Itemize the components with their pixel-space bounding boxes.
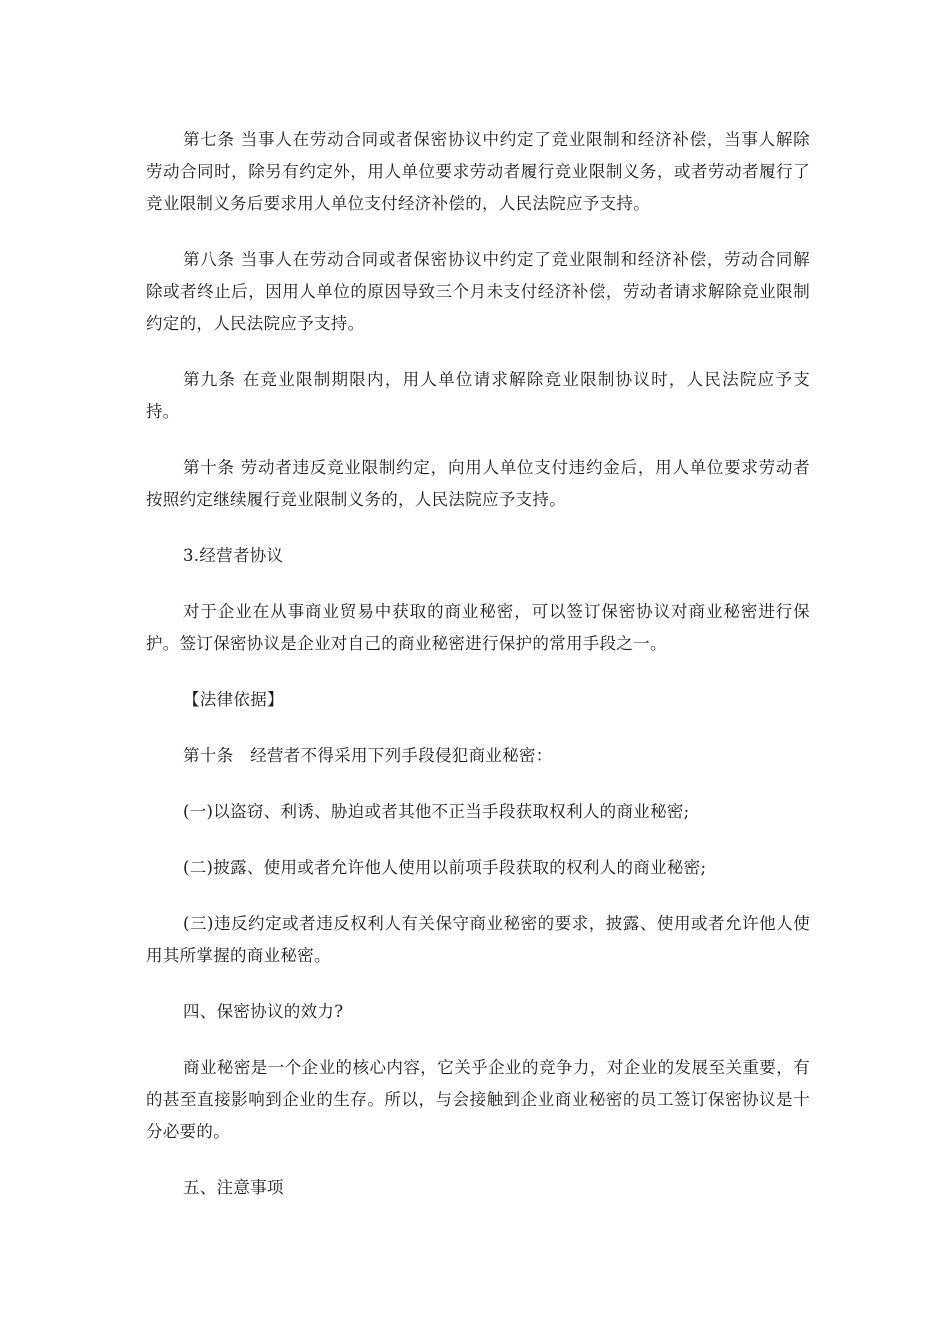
legal-basis-heading: 【法律依据】 bbox=[183, 690, 284, 709]
validity-paragraph: 商业秘密是一个企业的核心内容，它关乎企业的竞争力，对企业的发展至关重要，有的甚至直接影响到企业的生存。所以，与会接触到企业商业秘密的员工签订保密协议是十分必要的。 bbox=[146, 1058, 810, 1141]
article-7-paragraph: 第七条 当事人在劳动合同或者保密协议中约定了竞业限制和经济补偿，当事人解除劳动合同时，除另有约定外，用人单位要求劳动者履行竞业限制义务，或者劳动者履行了竞业限制义务后要求用人单位支付经济补偿的，人民法院应予支持。 bbox=[146, 130, 810, 213]
list-item-1: (一)以盗窃、利诱、胁迫或者其他不正当手段获取权利人的商业秘密; bbox=[183, 802, 690, 821]
article-8-paragraph: 第八条 当事人在劳动合同或者保密协议中约定了竞业限制和经济补偿，劳动合同解除或者终止后，因用人单位的原因导致三个月未支付经济补偿，劳动者请求解除竞业限制约定的，人民法院应予支持。 bbox=[146, 250, 810, 333]
operator-agreement-paragraph: 对于企业在从事商业贸易中获取的商业秘密，可以签订保密协议对商业秘密进行保护。签订保密协议是企业对自己的商业秘密进行保护的常用手段之一。 bbox=[146, 602, 810, 653]
list-item-2: (二)披露、使用或者允许他人使用以前项手段获取的权利人的商业秘密; bbox=[183, 858, 707, 877]
article-10-operator-paragraph: 第十条 经营者不得采用下列手段侵犯商业秘密： bbox=[183, 746, 553, 765]
section-heading-notes: 五、注意事项 bbox=[183, 1178, 284, 1197]
section-heading-operator-agreement: 3.经营者协议 bbox=[183, 546, 284, 565]
list-item-3: (三)违反约定或者违反权利人有关保守商业秘密的要求，披露、使用或者允许他人使用其所掌握的商业秘密。 bbox=[146, 914, 810, 965]
article-9-paragraph: 第九条 在竞业限制期限内，用人单位请求解除竞业限制协议时，人民法院应予支持。 bbox=[146, 370, 810, 421]
article-10-paragraph: 第十条 劳动者违反竞业限制约定，向用人单位支付违约金后，用人单位要求劳动者按照约定继续履行竞业限制义务的，人民法院应予支持。 bbox=[146, 458, 810, 509]
section-heading-validity: 四、保密协议的效力? bbox=[183, 1002, 344, 1021]
document-body bbox=[146, 124, 810, 1228]
